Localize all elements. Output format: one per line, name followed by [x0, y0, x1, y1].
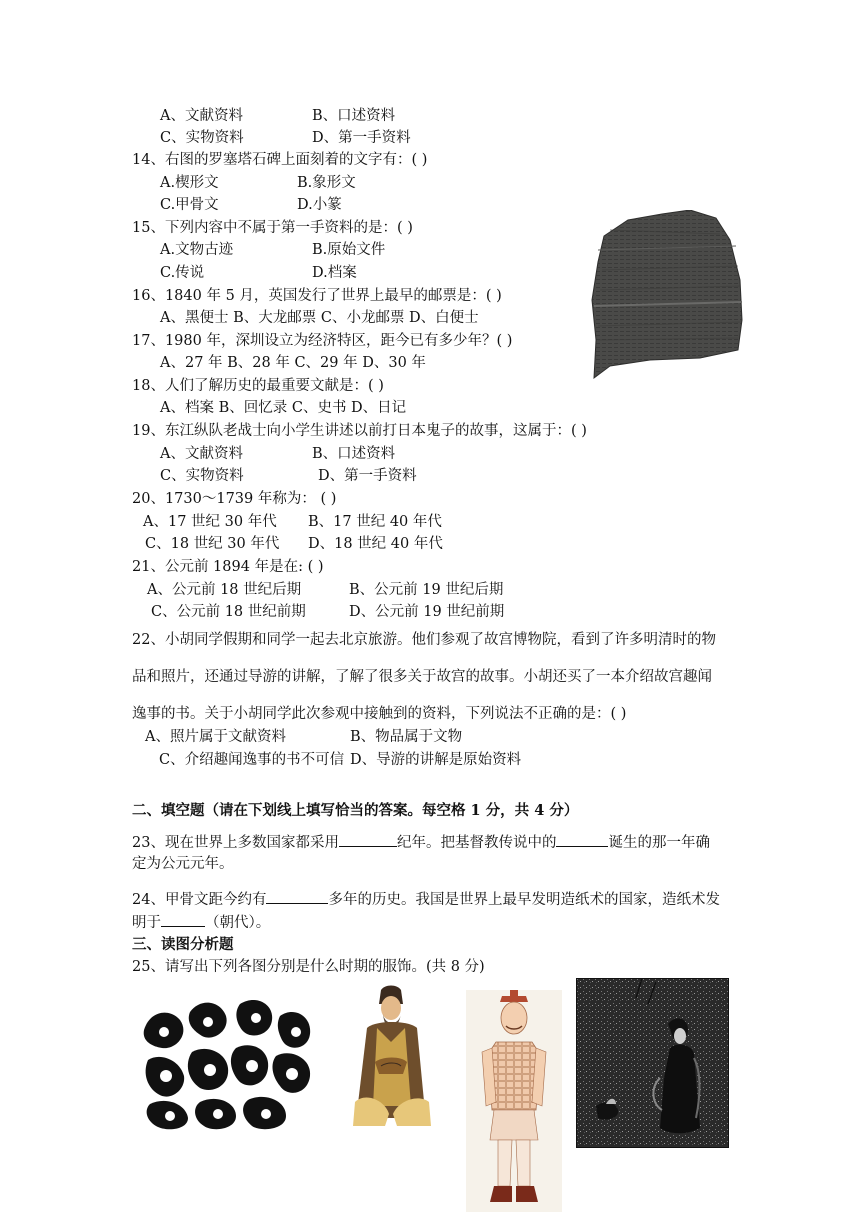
q24-blank-1[interactable] — [266, 889, 328, 904]
q14-option-d: D.小篆 — [297, 197, 342, 213]
q14-stem: 14、右图的罗塞塔石碑上面刻着的文字有：( ) — [132, 152, 428, 168]
q22-option-a: A、照片属于文献资料 — [145, 729, 286, 745]
q20-option-c: C、18 世纪 30 年代 — [145, 536, 280, 552]
q23-line-2: 定为公元元年。 — [132, 856, 234, 872]
costume-lady-painting-image — [576, 978, 729, 1148]
q19-option-b: B、口述资料 — [312, 446, 396, 462]
q18-stem: 18、人们了解历史的最重要文献是：( ) — [132, 378, 384, 394]
section-3-title: 三、读图分析题 — [132, 936, 234, 953]
q21-option-b: B、公元前 19 世纪后期 — [349, 582, 504, 598]
q23-blank-1[interactable] — [339, 832, 397, 847]
q19-option-c: C、实物资料 — [160, 468, 244, 484]
q16-options: A、黑便士 B、大龙邮票 C、小龙邮票 D、白便士 — [160, 310, 479, 326]
q15-option-c: C.传说 — [160, 265, 205, 281]
q24-text-3: 明于 — [132, 915, 161, 931]
q13-option-c: C、实物资料 — [160, 130, 244, 146]
q22-option-d: D、导游的讲解是原始资料 — [350, 752, 522, 768]
q20-stem: 20、1730～1739 年称为： ( ) — [132, 491, 337, 507]
q13-option-d: D、第一手资料 — [312, 130, 411, 146]
q24-text-2: 多年的历史。我国是世界上最早发明造纸术的国家，造纸术发 — [328, 892, 720, 908]
q19-stem: 19、东江纵队老战士向小学生讲述以前打日本鬼子的故事，这属于：( ) — [132, 423, 587, 439]
q21-option-d: D、公元前 19 世纪前期 — [349, 604, 505, 620]
q23-blank-2[interactable] — [556, 832, 608, 847]
q14-option-c: C.甲骨文 — [160, 197, 219, 213]
q19-option-a: A、文献资料 — [160, 446, 243, 462]
section-2-title: 二、填空题（请在下划线上填写恰当的答案。每空格 1 分，共 4 分） — [132, 802, 579, 819]
q22-line-1: 22、小胡同学假期和同学一起去北京旅游。他们参观了故宫博物院，看到了许多明清时的物 — [132, 632, 716, 648]
q17-stem: 17、1980 年，深圳设立为经济特区，距今已有多少年？( ) — [132, 333, 513, 349]
q23-text-3: 诞生的那一年确 — [608, 835, 710, 851]
costume-robed-figure-image — [345, 982, 433, 1128]
q23-text-2: 纪年。把基督教传说中的 — [396, 835, 557, 851]
q17-options: A、27 年 B、28 年 C、29 年 D、30 年 — [160, 355, 426, 371]
q20-option-d: D、18 世纪 40 年代 — [308, 536, 443, 552]
q13-option-b: B、口述资料 — [312, 108, 396, 124]
costume-armored-warrior-image — [466, 990, 562, 1212]
q25-stem: 25、请写出下列各图分别是什么时期的服饰。(共 8 分) — [132, 959, 485, 975]
q24-blank-2[interactable] — [161, 912, 205, 927]
q22-option-c: C、介绍趣闻逸事的书不可信 — [159, 752, 345, 768]
q13-option-a: A、文献资料 — [160, 108, 243, 124]
q22-line-2: 品和照片，还通过导游的讲解，了解了很多关于故宫的故事。小胡还买了一本介绍故宫趣闻 — [132, 669, 712, 685]
q19-option-d: D、第一手资料 — [318, 468, 417, 484]
rosetta-stone-image — [590, 210, 745, 380]
q18-options: A、档案 B、回忆录 C、史书 D、日记 — [160, 400, 407, 416]
q20-option-b: B、17 世纪 40 年代 — [308, 514, 442, 530]
q15-option-a: A.文物古迹 — [160, 242, 234, 258]
q22-option-b: B、物品属于文物 — [350, 729, 463, 745]
q15-stem: 15、下列内容中不属于第一手资料的是：( ) — [132, 220, 413, 236]
q23-text-1: 23、现在世界上多数国家都采用 — [132, 835, 339, 851]
q24-line-2 — [132, 912, 270, 932]
q15-option-d: D.档案 — [312, 265, 357, 281]
q16-stem: 16、1840 年 5 月，英国发行了世界上最早的邮票是：( ) — [132, 288, 502, 304]
q24-text-1: 24、甲骨文距今约有 — [132, 892, 267, 908]
q21-stem: 21、公元前 1894 年是在: ( ) — [132, 559, 324, 575]
q24-text-4: （朝代）。 — [205, 915, 271, 931]
q15-option-b: B.原始文件 — [312, 242, 386, 258]
q23-line-1 — [132, 832, 710, 852]
q22-line-3: 逸事的书。关于小胡同学此次参观中接触到的资料，下列说法不正确的是：( ) — [132, 706, 627, 722]
q21-option-c: C、公元前 18 世纪前期 — [151, 604, 306, 620]
q14-option-b: B.象形文 — [297, 175, 356, 191]
costume-sketch-image-1 — [140, 990, 316, 1132]
q24-line-1 — [132, 889, 720, 909]
q21-option-a: A、公元前 18 世纪后期 — [147, 582, 302, 598]
q14-option-a: A.楔形文 — [160, 175, 219, 191]
q20-option-a: A、17 世纪 30 年代 — [143, 514, 277, 530]
